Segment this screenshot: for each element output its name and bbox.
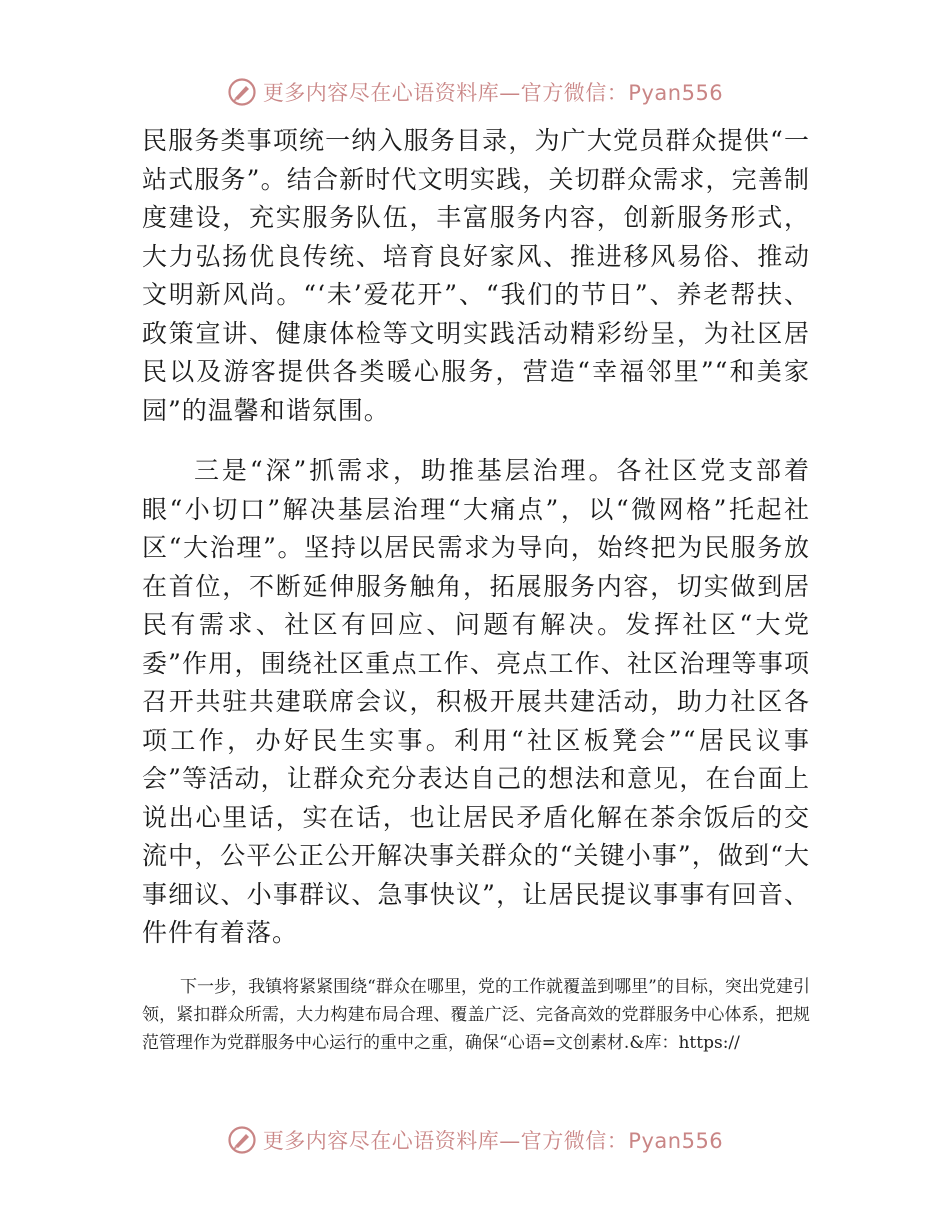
paragraph-service-catalog: 民服务类事项统一纳入服务目录，为广大党员群众提供“一站式服务”。结合新时代文明实践，关切群众需求，完善制度建设，充实服务队伍，丰富服务内容，创新服务形式，大力弘扬优良传统、培育良好家风、推进移风易俗、推动文明新风尚。“‘未’爱花开”、“我们的节日”、养老帮扶、政策宣讲、健康体检等文明实践活动精彩纷呈，为社区居民以及游客提供各类暖心服务，营造“幸福邻里”“和美家园”的温馨和谐氛围。 xyxy=(142,126,810,425)
paragraph-next-steps: 下一步，我镇将紧紧围绕“群众在哪里，党的工作就覆盖到哪里”的目标，突出党建引领，紧扣群众所需，大力构建布局合理、覆盖广泛、完备高效的党群服务中心体系，把规范管理作为党群服务中心运行的重中之重，确保“心语=文创素材.&库：https:// xyxy=(142,976,810,1053)
red-pen-circle-logo-icon xyxy=(227,77,257,107)
document-body xyxy=(142,122,810,1057)
footer-watermark xyxy=(0,1120,950,1160)
red-pen-circle-logo-icon xyxy=(227,1125,257,1155)
watermark-text: 更多内容尽在心语资料库—官方微信：Pyan556 xyxy=(262,1129,724,1153)
paragraph-grassroots-governance: 三是“深”抓需求，助推基层治理。各社区党支部着眼“小切口”解决基层治理“大痛点”，以“微网格”托起社区“大治理”。坚持以居民需求为导向，始终把为民服务放在首位，不断延伸服务触角，拓展服务内容，切实做到居民有需求、社区有回应、问题有解决。发挥社区“大党委”作用，围绕社区重点工作、亮点工作、社区治理等事项召开共驻共建联席会议，积极开展共建活动，助力社区各项工作，办好民生实事。利用“社区板凳会”“居民议事会”等活动，让群众充分表达自己的想法和意见，在台面上说出心里话，实在话，也让居民矛盾化解在茶余饭后的交流中，公平公正公开解决事关群众的“关键小事”，做到“大事细议、小事群议、急事快议”，让居民提议事事有回音、件件有着落。 xyxy=(142,456,810,947)
watermark-text: 更多内容尽在心语资料库—官方微信：Pyan556 xyxy=(262,81,724,105)
header-watermark xyxy=(0,72,950,112)
